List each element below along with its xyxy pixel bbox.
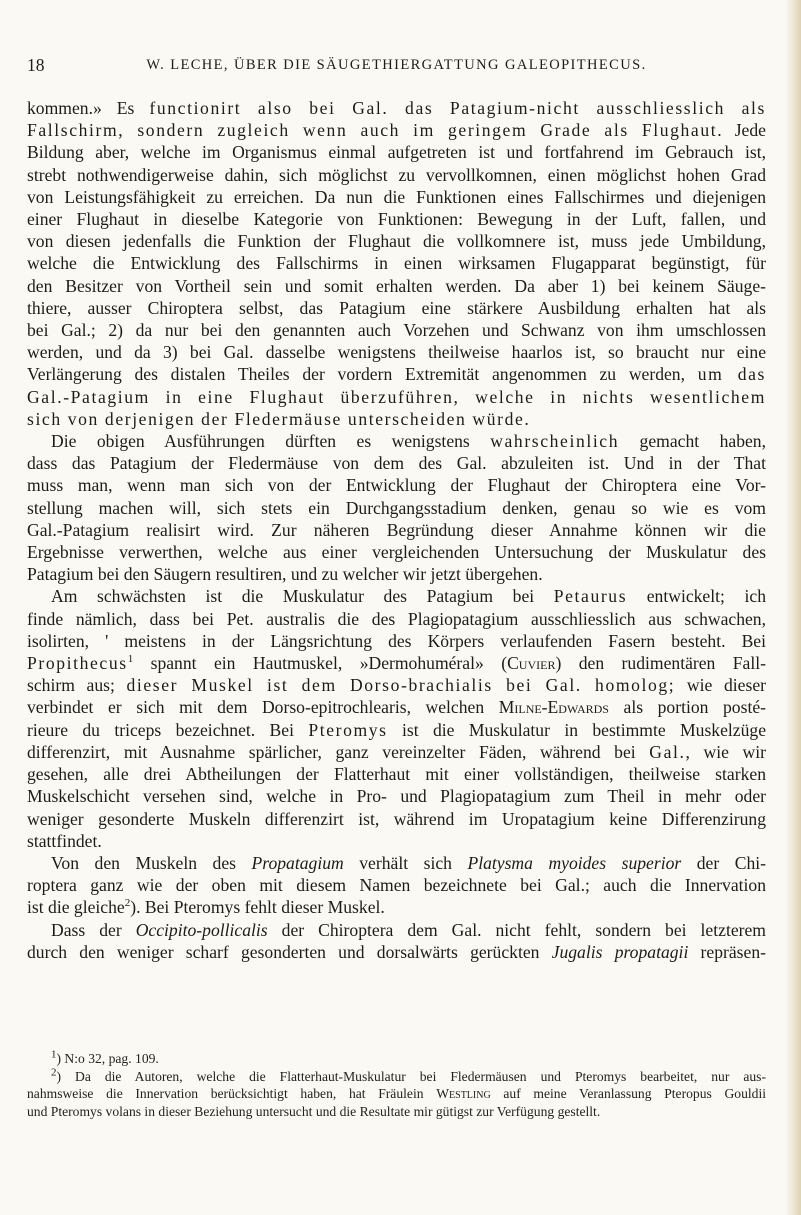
text-run: strebt nothwendigerweise dahin, sich möglichst zu vervollkomnen, einen möglichst hohen Grad [27,164,766,185]
text-run: der Chi- [681,852,766,873]
text-run: stellung machen will, sich stets ein Durchgangsstadium denken, genau so wie es vom [27,497,766,518]
text-line [27,341,766,363]
running-head: W. LECHE, ÜBER DIE SÄUGETHIERGATTUNG GALEOPITHECUS. [146,57,647,73]
text-run: als portion posté- [608,697,766,718]
text-run: repräsen- [688,941,766,962]
text-line [27,830,766,852]
text-run: durch den weniger scharf gesonderten und dorsalwärts gerückten [27,941,552,962]
footnote-line [27,1085,766,1103]
text-run: auf meine Veranlassung Pteropus Gouldii [490,1086,766,1101]
text-run: Propatagium [251,852,344,873]
text-line [27,319,766,341]
page-number: 18 [27,55,45,75]
text-line [27,874,766,896]
text-run: ist die Muskulatur in bestimmte Muskelzüge [387,719,767,740]
text-line [27,696,766,718]
text-line [27,852,766,874]
text-run: dieser Muskel ist dem Dorso-brachialis bei Gal. homolog; [126,675,676,696]
text-run: thiere, ausser Chiroptera selbst, das Patagium eine stärkere Ausbildung erhalten hat als [27,297,766,318]
text-line [27,630,766,652]
text-run: Jede [723,120,766,141]
text-run: ist die gleiche [27,897,125,918]
text-run: ) den rudimentären Fall- [555,653,766,674]
text-run: von diesen jedenfalls die Funktion der Flughaut die vollkomnere ist, muss jede Umbildung, [27,231,766,252]
text-run: Gal.-Patagium realisirt wird. Zur näheren Begründung dieser Annahme können wir die [27,519,766,540]
text-run: entwickelt; ich [627,586,766,607]
text-run: spannt ein Hautmuskel, »Dermohuméral» ( [133,653,508,674]
text-line [27,585,766,607]
text-run: Milne-Edwards [498,697,609,718]
text-run: verhält sich [343,852,468,873]
page-edge-shadow [785,0,801,1215]
text-run: welche die Entwicklung des Fallschirms in einen wirksamen Flugapparat begünstigt, für [27,253,766,274]
text-line [27,741,766,763]
text-run: Bildung aber, welche im Organismus einmal aufgetreten ist und fortfahrend im Gebrauch ist, [27,142,766,163]
text-run: Ergebnisse verwerthen, welche aus einer vergleichenden Untersuchung der Muskulatur des [27,542,766,563]
text-run: den Besitzer von Vortheil sein und somit erhalten werden. Da aber 1) bei keinem Säuge- [27,275,766,296]
text-line [27,719,766,741]
text-line [27,497,766,519]
text-line [27,97,766,119]
footnote-line [27,1065,766,1086]
text-run: Platysma myoides superior [467,852,682,873]
body-text [27,97,766,963]
footnote-marker: 1 [51,1048,57,1061]
text-run: bei Gal.; 2) da nur bei den genannten auch Vorzehen und Schwanz von ihm umschlossen [27,320,766,341]
text-line [27,519,766,541]
text-run: rieure du triceps bezeichnet. Bei [27,719,309,740]
text-run: wie dieser [675,675,766,696]
footnote-marker: 2 [124,897,131,910]
text-run: Von den Muskeln des [51,852,252,873]
text-run: Occipito-pollicalis [135,919,268,940]
text-line [27,541,766,563]
text-line [27,297,766,319]
text-line [27,252,766,274]
text-run: Westling [436,1086,491,1101]
text-run: von Leistungsfähigkeit zu erreichen. Da nun die Funktionen eines Fallschirmes und diejenigen [27,186,766,207]
text-line [27,386,766,408]
text-line [27,275,766,297]
text-run: roptera ganz wie der oben mit diesem Namen bezeichnete bei Gal.; auch die Innervation [27,875,766,896]
page-header [27,55,766,79]
text-line [27,141,766,163]
footnote-marker: 2 [51,1065,57,1078]
text-run: Patagium bei den Säugern resultiren, und zu welcher wir jetzt übergehen. [27,564,543,585]
text-line [27,919,766,941]
text-run: Die obigen Ausführungen dürften es wenigstens [51,431,491,452]
text-run: ). Bei Pteromys fehlt dieser Muskel. [130,897,385,918]
text-line [27,452,766,474]
text-run: dass das Patagium der Fledermäuse von dem des Gal. abzuleiten ist. Und in der That [27,453,766,474]
text-line [27,408,766,430]
text-line [27,896,766,918]
text-run: Propithecus [27,653,128,674]
text-run: stattfindet. [27,830,102,851]
text-run: kommen.» Es [27,98,150,118]
footnote-line [27,1103,766,1121]
text-run: ) Da die Autoren, welche die Flatterhaut-Muskulatur bei Fledermäusen und Pteromys bearbeitet, nur aus- [56,1068,766,1084]
text-run: Fallschirm, sondern zugleich wenn auch im geringem Grade als Flughaut. [27,120,724,141]
text-run: , wie wir [685,741,766,762]
text-line [27,474,766,496]
text-line [27,230,766,252]
text-run: verbindet er sich mit dem Dorso-epitrochlearis, welchen [27,697,499,718]
footnotes [27,1050,766,1120]
text-run: um das [697,364,766,385]
text-run: Muskelschicht versehen sind, welche in Pro- und Plagiopatagium zum Theil in mehr oder [27,786,766,807]
text-line [27,608,766,630]
text-run: weniger gesonderte Muskeln differenzirt ist, während im Uropatagium keine Differenzirung [27,808,766,829]
text-line [27,763,766,785]
text-line [27,208,766,230]
text-line [27,941,766,963]
text-run: gemacht haben, [619,431,766,452]
text-run: Dass der [51,919,136,940]
text-run: schirm aus; [27,675,127,696]
text-run: Verlängerung des distalen Theiles der vordern Extremität angenommen zu werden, [27,364,698,385]
text-run: gesehen, alle drei Abtheilungen der Flatterhaut mit einer vollständigen, theilweise starken [27,764,766,785]
text-line [27,785,766,807]
text-run: werden, und da 3) bei Gal. dasselbe wenigstens theilweise haarlos ist, so braucht nur eine [27,342,766,363]
text-run: differenzirt, mit Ausnahme spärlicher, ganz vereinzelter Fäden, während bei [27,741,650,762]
text-line [27,652,766,674]
text-line [27,674,766,696]
text-run: wahrscheinlich [490,431,620,452]
text-line [27,186,766,208]
text-run: muss man, wenn man sich von der Entwicklung der Flughaut der Chiroptera eine Vor- [27,475,766,496]
text-run: Pteromys [308,719,388,740]
text-line [27,363,766,385]
text-run: sich von derjenigen der Fledermäuse unterscheiden würde. [27,408,531,429]
text-run: finde nämlich, dass bei Pet. australis die des Plagiopatagium ausschliesslich aus schwachen, [27,608,766,629]
footnote-line [27,1050,766,1068]
text-line [27,563,766,585]
text-run: ) N:o 32, pag. 109. [56,1051,159,1066]
text-line [27,119,766,141]
text-run: Gal.-Patagium in eine Flughaut überzuführen, welche in nichts wesentlichem [27,386,766,407]
text-run: isolirten, ' meistens in der Längsrichtung des Körpers verlaufenden Fasern besteht. Bei [27,630,766,651]
footnote-marker: 1 [127,653,134,666]
text-run: einer Flughaut in dieselbe Kategorie von Funktionen: Bewegung in der Luft, fallen, und [27,209,766,230]
text-run: der Chiroptera dem Gal. nicht fehlt, sondern bei letzterem [267,919,766,940]
text-run: und Pteromys volans in dieser Beziehung untersucht und die Resultate mir gütigst zur Verfügung gestellt. [27,1103,601,1119]
text-run: Jugalis propatagii [551,941,689,962]
text-run: Gal. [649,741,686,762]
text-line [27,430,766,452]
text-line [27,808,766,830]
text-run: Am schwächsten ist die Muskulatur des Patagium bei [51,586,554,607]
text-run: Petaurus [553,586,628,607]
text-run: functionirt also bei Gal. das Patagium-nicht ausschliesslich als [149,98,766,118]
text-line [27,164,766,186]
text-run: nahmsweise die Innervation berücksichtigt haben, hat Fräulein [27,1086,437,1101]
text-run: Cuvier [507,653,556,674]
